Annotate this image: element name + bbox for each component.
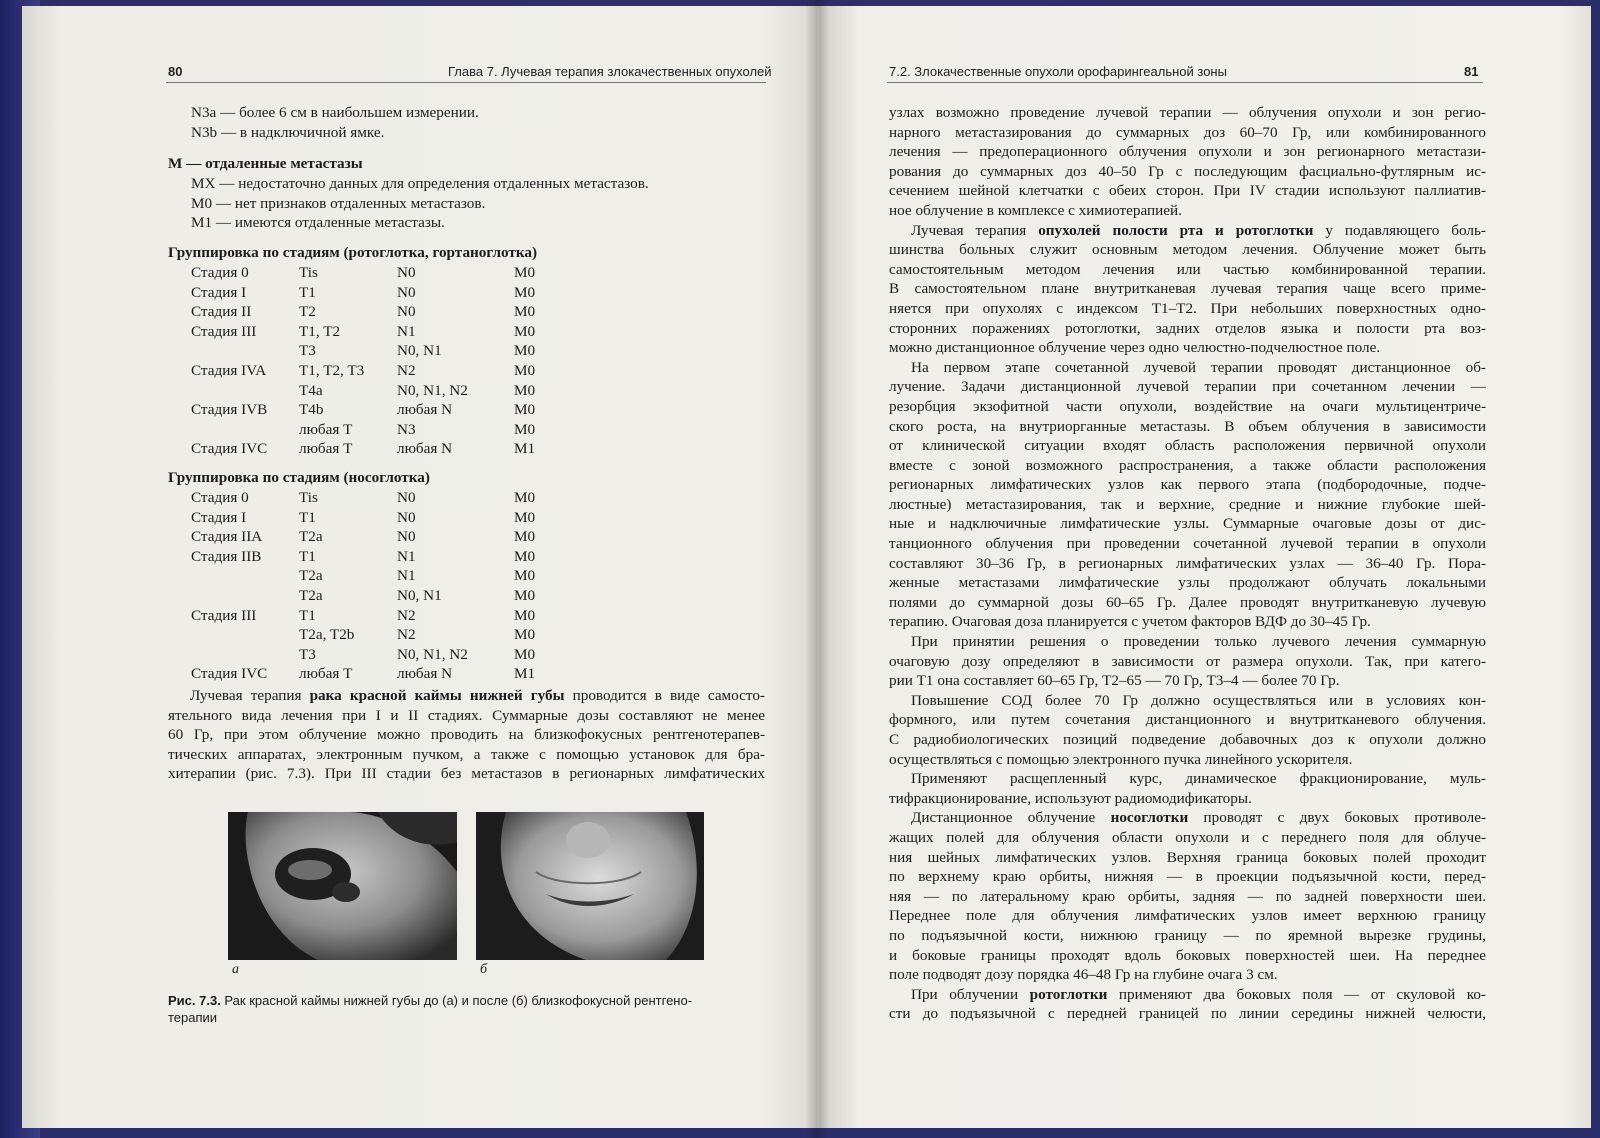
- text-line: [889, 985, 1486, 1005]
- table-cell: N1: [397, 547, 416, 565]
- table-cell: M1: [514, 440, 536, 458]
- text-line: Применяют расщепленный курс, динамическое фракционирование, муль-: [911, 770, 1486, 788]
- table-cell: T2a: [299, 528, 323, 546]
- text-line: от клинической ситуации входят область расположения первичной опухоли: [889, 437, 1486, 455]
- table-cell: T1: [299, 547, 316, 565]
- text-line: 60 Гр, при этом облучение можно проводить на близкофокусных рентгенотерапев-: [168, 726, 765, 744]
- text-line: составляют 30–36 Гр, в регионарных лимфатических узлах — 36–40 Гр. Пора-: [889, 554, 1486, 572]
- text-line: люстные) метастазирования, так и верхние, средние и нижние глубокие шей-: [889, 495, 1486, 513]
- text-line: лучение. Задачи дистанционной лучевой терапии при сочетанном лечении —: [889, 378, 1486, 396]
- table-cell: N0: [397, 489, 416, 506]
- table-cell: N0, N1: [397, 586, 442, 604]
- table-row: [191, 664, 554, 684]
- table-row: [191, 341, 554, 361]
- text-line: Переднее поле для облучения лимфатических узлов имеет верхнюю границу: [889, 907, 1486, 925]
- table-row: [191, 508, 554, 528]
- photo-before-treatment: [228, 812, 457, 960]
- text-line: ные и надключичные лимфатические узлы. Суммарные очаговые дозы от дис-: [889, 515, 1486, 533]
- text-line: ное облучение в комплексе с химиотерапией.: [889, 201, 1182, 219]
- table-cell: Стадия IIB: [191, 547, 262, 565]
- table-cell: M0: [514, 567, 536, 585]
- n-category-lines: [191, 103, 479, 142]
- text-line: по верхнему краю орбиты, нижняя — в проекции подъязычной кости, перед-: [889, 868, 1486, 886]
- table-cell: Стадия I: [191, 508, 247, 526]
- text-line: сти до подъязычной с передней границей по линии середины нижней челюсти,: [889, 1005, 1486, 1023]
- text-line: поле подводят дозу порядка 46–48 Гр на глубине очага 3 см.: [889, 966, 1278, 984]
- table-cell: Стадия III: [191, 322, 257, 340]
- bold-term: носоглотки: [1110, 809, 1189, 827]
- caption-line: [168, 992, 765, 1009]
- text-line: и боковые границы проходят вдоль боковых поверхностей шеи. На переднее: [889, 946, 1486, 964]
- caption-line: терапии: [168, 1010, 218, 1025]
- text-line: резорбция экзофитной части опухоли, воздействие на очаги мультицентриче-: [889, 397, 1486, 415]
- table-row: [191, 625, 554, 645]
- table-cell: M0: [514, 303, 536, 321]
- table-cell: T1: [299, 508, 316, 526]
- table-cell: T1: [299, 606, 316, 624]
- text-span: Дистанционное облучение: [911, 809, 1111, 827]
- table-cell: T1, T2: [299, 322, 341, 340]
- table-cell: [191, 381, 299, 401]
- left-header-rule: [166, 82, 766, 83]
- right-header-rule: [887, 82, 1483, 83]
- text-line: тических аппаратах, электронным пучком, а также с помощью установок для бра-: [168, 745, 765, 763]
- table1-heading: Группировка по стадиям (ротоглотка, гортаноглотка): [168, 244, 538, 261]
- table-row: [191, 606, 554, 626]
- text-line: На первом этапе сочетанной лучевой терапии проводят дистанционное об-: [911, 358, 1486, 376]
- text-span: у подавляющего боль-: [1313, 221, 1486, 239]
- right-body-text: [889, 103, 1486, 1024]
- table-cell: N3: [397, 420, 416, 438]
- text-line: рования до суммарных доз 40–50 Гр с последующим фасциально-футлярным ис-: [889, 162, 1486, 180]
- table-cell: Стадия IVB: [191, 401, 268, 419]
- table-row: [191, 263, 554, 283]
- bold-term: ротоглотки: [1029, 985, 1108, 1003]
- caption-text: Рак красной каймы нижней губы до (а) и после (б) близкофокусной рентгено-: [220, 993, 693, 1008]
- table-cell: [191, 586, 299, 606]
- table-cell: любая T: [299, 420, 353, 438]
- text-span: Лучевая терапия: [190, 687, 310, 704]
- text-line: МХ — недостаточно данных для определения отдаленных метастазов.: [191, 175, 649, 192]
- text-line: формного, или путем сочетания дистанционного и внутритканевого облучения.: [889, 711, 1486, 729]
- text-line: тифракционирование, используют радиомодификаторы.: [889, 789, 1252, 807]
- table-cell: N0: [397, 264, 416, 281]
- table-cell: M0: [514, 606, 536, 624]
- table-cell: Стадия 0: [191, 264, 249, 281]
- table-cell: M0: [514, 283, 536, 301]
- table-cell: T4a: [299, 381, 323, 399]
- table-cell: N0, N1: [397, 342, 442, 360]
- table-cell: M0: [514, 322, 536, 340]
- table-row: [191, 361, 554, 381]
- table-cell: M0: [514, 645, 536, 663]
- table-cell: T2a, T2b: [299, 626, 355, 644]
- table-row: [191, 400, 554, 420]
- text-line: ятельного вида лечения при I и II стадиях. Суммарные дозы составляют не менее: [168, 706, 765, 724]
- caption-prefix: Рис. 7.3.: [168, 993, 221, 1008]
- text-line: ского роста, на внутриорганные метастазы. В объем облучения в зависимости: [889, 417, 1486, 435]
- table-row: [191, 381, 554, 401]
- table-cell: M0: [514, 420, 536, 438]
- table-cell: [191, 420, 299, 440]
- text-line: полями до суммарной дозы 60–65 Гр. Далее проводят внутритканевую лучевую: [889, 593, 1486, 611]
- table-row: [191, 488, 554, 508]
- text-line: В самостоятельном плане внутритканевая лучевая терапия чаще всего приме-: [889, 280, 1486, 298]
- table-row: [191, 420, 554, 440]
- table-row: [191, 645, 554, 665]
- table-cell: N2: [397, 626, 416, 644]
- table-cell: N1: [397, 567, 416, 585]
- figure-caption: [168, 992, 765, 1026]
- right-page-number: 81: [1464, 64, 1479, 79]
- table-cell: любая N: [397, 401, 453, 419]
- table-cell: T2a: [299, 586, 323, 604]
- table-cell: любая T: [299, 440, 353, 458]
- table-cell: M0: [514, 626, 536, 644]
- table-cell: M0: [514, 508, 536, 526]
- table-cell: Стадия IIA: [191, 528, 263, 546]
- table-cell: [191, 341, 299, 361]
- table-row: [191, 302, 554, 322]
- text-line: осуществляться с помощью электронного пучка линейного ускорителя.: [889, 750, 1353, 768]
- table-cell: M0: [514, 547, 536, 565]
- table2-heading: Группировка по стадиям (носоглотка): [168, 469, 430, 486]
- photo-after-treatment: [476, 812, 704, 960]
- table-cell: N0: [397, 508, 416, 526]
- text-span: проводится в виде самосто-: [564, 687, 765, 704]
- text-line: сторонних поражениях ротоглотки, задних отделов языка и полости рта воз-: [889, 319, 1486, 337]
- table-cell: Стадия III: [191, 606, 257, 624]
- table-cell: N0, N1, N2: [397, 645, 468, 663]
- staging-table-nasopharynx: [191, 488, 554, 684]
- table-cell: Стадия IVC: [191, 665, 268, 683]
- text-line: регионарных лимфатических узлов как первого этапа (подбородочные, подче-: [889, 476, 1486, 494]
- text-line: [889, 221, 1486, 241]
- text-line: N3b — в надключичной ямке.: [191, 123, 385, 141]
- text-line: N3a — более 6 см в наибольшем измерении.: [191, 104, 479, 121]
- table-cell: T2a: [299, 567, 323, 585]
- table-cell: M0: [514, 586, 536, 604]
- table-row: [191, 566, 554, 586]
- text-line: ния шейных лимфатических узлов. Верхняя граница боковых полей проходит: [889, 848, 1486, 866]
- bold-term: рака красной каймы нижней губы: [309, 687, 565, 704]
- table-cell: Стадия IVA: [191, 361, 267, 379]
- m-category-lines: [191, 174, 649, 233]
- text-line: танционного облучения при проведении сочетанной лучевой терапии в опухоли: [889, 535, 1486, 553]
- table-cell: Tis: [299, 489, 318, 506]
- table-cell: M0: [514, 528, 536, 546]
- figure-label-a: а: [232, 962, 239, 977]
- text-line: С радиобиологических позиций подведение добавочных доз к опухоли должно: [889, 731, 1486, 748]
- text-span: Лучевая терапия: [911, 221, 1039, 239]
- table-row: [191, 547, 554, 567]
- table-row: [191, 322, 554, 342]
- text-line: рии T1 она составляет 60–65 Гр, T2–65 — 70 Гр, T3–4 — более 70 Гр.: [889, 672, 1340, 690]
- text-line: M0 — нет признаков отдаленных метастазов.: [191, 194, 486, 212]
- table-cell: M0: [514, 361, 536, 379]
- table-cell: N2: [397, 606, 416, 624]
- table-cell: Стадия II: [191, 303, 252, 321]
- text-line: можно дистанционное облучение через одно челюстно-подчелюстное поле.: [889, 339, 1381, 357]
- table-cell: M0: [514, 381, 536, 399]
- table-cell: N0: [397, 283, 416, 301]
- lip-cancer-paragraph: [168, 686, 765, 784]
- left-running-head: Глава 7. Лучевая терапия злокачественных опухолей: [448, 64, 772, 79]
- text-line: няется при опухолях с индексом T1–T2. При небольших поверхностных одно-: [889, 299, 1486, 317]
- text-line: Повышение СОД более 70 Гр должно осуществляться или в условиях кон-: [911, 691, 1486, 709]
- bold-term: опухолей полости рта и ротоглотки: [1038, 221, 1314, 239]
- text-line: узлах возможно проведение лучевой терапии — облучения опухоли и зон регио-: [889, 104, 1486, 121]
- text-line: по подъязычной кости, нижнюю границу — по яремной вырезке грудины,: [889, 926, 1486, 944]
- text-line: очаговую дозу определяют в зависимости от размера опухоли. Так, при катего-: [889, 652, 1486, 670]
- table-cell: N0: [397, 528, 416, 546]
- table-cell: любая N: [397, 665, 453, 683]
- table-cell: любая T: [299, 665, 353, 683]
- table-cell: Стадия IVC: [191, 440, 268, 458]
- table-cell: [191, 645, 299, 665]
- text-span: При облучении: [911, 985, 1030, 1003]
- text-line: нарного метастазирования до суммарных доз 60–70 Гр, или комбинированного: [889, 123, 1486, 141]
- table-cell: Tis: [299, 264, 318, 281]
- table-cell: M0: [514, 342, 536, 360]
- text-span: применяют два боковых поля — от скуловой ко-: [1107, 985, 1486, 1003]
- table-cell: T1: [299, 283, 316, 301]
- figure-label-b: б: [480, 962, 488, 977]
- table-cell: [191, 625, 299, 645]
- text-line: шинства больных служит основным методом лечения. Облучение может быть: [889, 241, 1486, 259]
- table-cell: M1: [514, 665, 536, 683]
- table-row: [191, 586, 554, 606]
- table-cell: T4b: [299, 401, 324, 419]
- table-cell: T1, T2, T3: [299, 361, 365, 379]
- table-cell: Стадия 0: [191, 489, 249, 506]
- table-cell: M0: [514, 401, 536, 419]
- table-cell: N2: [397, 361, 416, 379]
- right-running-head: 7.2. Злокачественные опухоли орофарингеальной зоны: [889, 64, 1227, 79]
- text-line: самостоятельным методом лечения или частью комбинированной терапии.: [889, 260, 1486, 278]
- table-cell: N0, N1, N2: [397, 381, 468, 399]
- text-line: M1 — имеются отдаленные метастазы.: [191, 214, 445, 232]
- table-row: [191, 439, 554, 459]
- table-cell: T3: [299, 645, 316, 663]
- text-line: При принятии решения о проведении только лучевого лечения суммарную: [911, 633, 1486, 651]
- text-line: жащих полей для облучения области опухоли и с переднего поля для облуче-: [889, 828, 1486, 846]
- text-line: хитерапии (рис. 7.3). При III стадии без метастазов в регионарных лимфатических: [168, 765, 765, 783]
- m-heading: М — отдаленные метастазы: [168, 155, 363, 172]
- text-line: терапию. Очаговая доза планируется с учетом факторов ВДФ до 30–45 Гр.: [889, 613, 1371, 631]
- text-line: сечением шейной клетчатки с обеих сторон. При IV стадии используют паллиатив-: [889, 182, 1486, 200]
- text-line: лечения — предоперационного облучения опухоли и зон регионарного метастази-: [889, 143, 1486, 161]
- staging-table-oropharynx: [191, 263, 554, 459]
- table-cell: M0: [514, 489, 536, 506]
- book-gutter: [805, 0, 829, 1138]
- table-cell: M0: [514, 264, 536, 281]
- table-cell: [191, 566, 299, 586]
- table-cell: T3: [299, 342, 316, 360]
- table-row: [191, 527, 554, 547]
- left-page-number: 80: [168, 64, 183, 79]
- text-line: [168, 686, 765, 706]
- table-cell: N1: [397, 322, 416, 340]
- text-span: проводят с двух боковых противоле-: [1188, 809, 1486, 827]
- table-cell: Стадия I: [191, 283, 247, 301]
- table-cell: T2: [299, 303, 316, 321]
- text-line: [889, 808, 1486, 828]
- text-line: вместе с зоной возможного распространения, а также области расположения: [889, 456, 1486, 474]
- table-cell: N0: [397, 303, 416, 321]
- table-cell: любая N: [397, 440, 453, 458]
- text-line: няя — по латеральному краю орбиты, задняя — по задней поверхности шеи.: [889, 887, 1486, 905]
- text-line: женные метастазами лимфатические узлы продолжают облучать локальными: [889, 574, 1486, 592]
- table-row: [191, 283, 554, 303]
